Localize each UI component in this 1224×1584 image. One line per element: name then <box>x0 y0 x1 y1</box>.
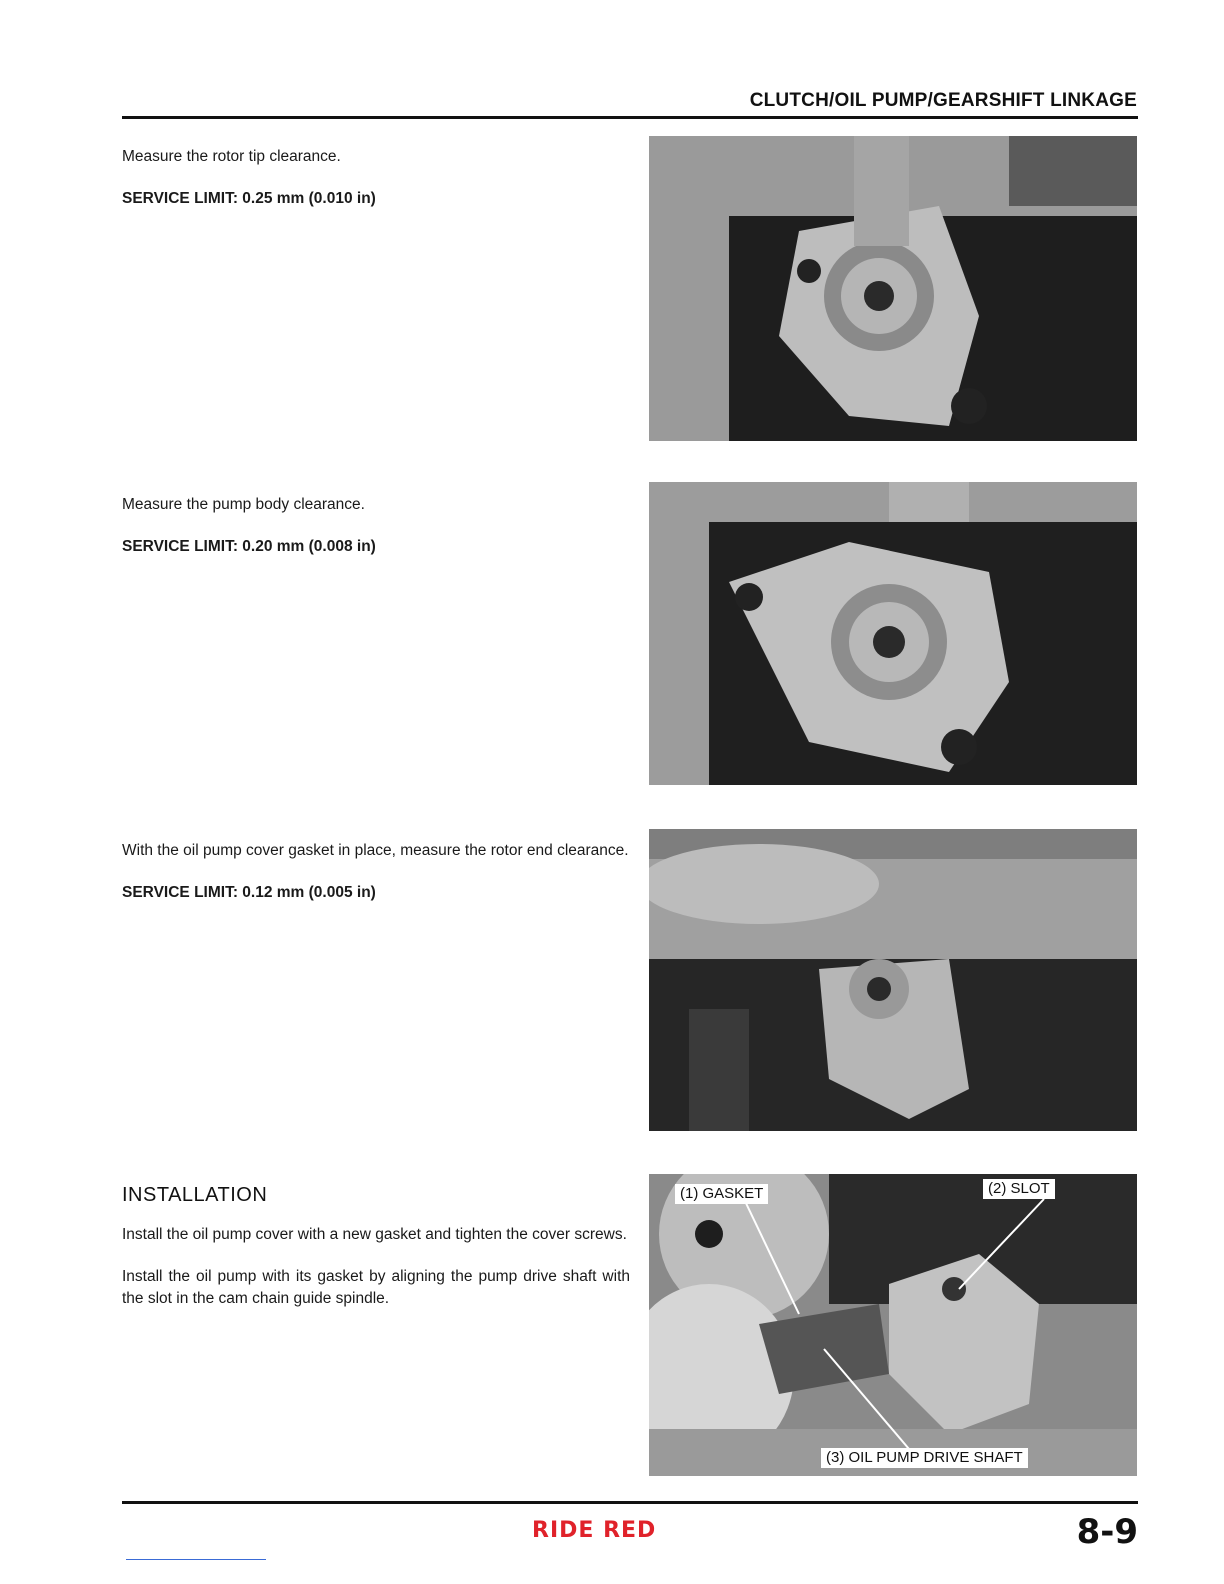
page-number: 8-9 <box>1076 1512 1138 1552</box>
service-limit-value: 0.20 mm (0.008 in) <box>242 538 376 555</box>
section-rotor-end <box>122 840 630 924</box>
photo-rotor-end-clearance <box>649 829 1137 1131</box>
section-installation <box>122 1184 630 1330</box>
section-pump-body <box>122 494 630 578</box>
callout-oil-pump-drive-shaft: (3) OIL PUMP DRIVE SHAFT <box>821 1448 1028 1468</box>
footer-rule <box>122 1501 1138 1504</box>
page-header-title: CLUTCH/OIL PUMP/GEARSHIFT LINKAGE <box>749 90 1137 111</box>
photo-oil-pump-installation <box>649 1174 1137 1476</box>
header-rule <box>122 116 1138 119</box>
footer-link-underline <box>126 1559 266 1560</box>
photo-pump-body-clearance <box>649 482 1137 785</box>
service-limit <box>122 188 630 210</box>
service-limit-value: 0.25 mm (0.010 in) <box>242 190 376 207</box>
service-limit <box>122 536 630 558</box>
photo-rotor-tip-clearance <box>649 136 1137 441</box>
service-limit-label: SERVICE LIMIT: <box>122 538 238 555</box>
instruction-text: Measure the rotor tip clearance. <box>122 148 341 165</box>
footer-brand-logo: RIDE RED <box>532 1518 657 1543</box>
section-rotor-tip <box>122 146 630 230</box>
instruction-text: With the oil pump cover gasket in place, measure the rotor end clearance. <box>122 842 629 859</box>
installation-heading: INSTALLATION <box>122 1184 268 1206</box>
instruction-text: Measure the pump body clearance. <box>122 496 365 513</box>
service-limit-value: 0.12 mm (0.005 in) <box>242 884 376 901</box>
installation-paragraph: Install the oil pump with its gasket by aligning the pump drive shaft with the slot in the cam chain guide spindle. <box>122 1268 630 1307</box>
service-limit <box>122 882 630 904</box>
service-limit-label: SERVICE LIMIT: <box>122 884 238 901</box>
service-limit-label: SERVICE LIMIT: <box>122 190 238 207</box>
callout-gasket: (1) GASKET <box>675 1184 768 1204</box>
callout-slot: (2) SLOT <box>983 1179 1055 1199</box>
installation-paragraph: Install the oil pump cover with a new gasket and tighten the cover screws. <box>122 1226 627 1243</box>
